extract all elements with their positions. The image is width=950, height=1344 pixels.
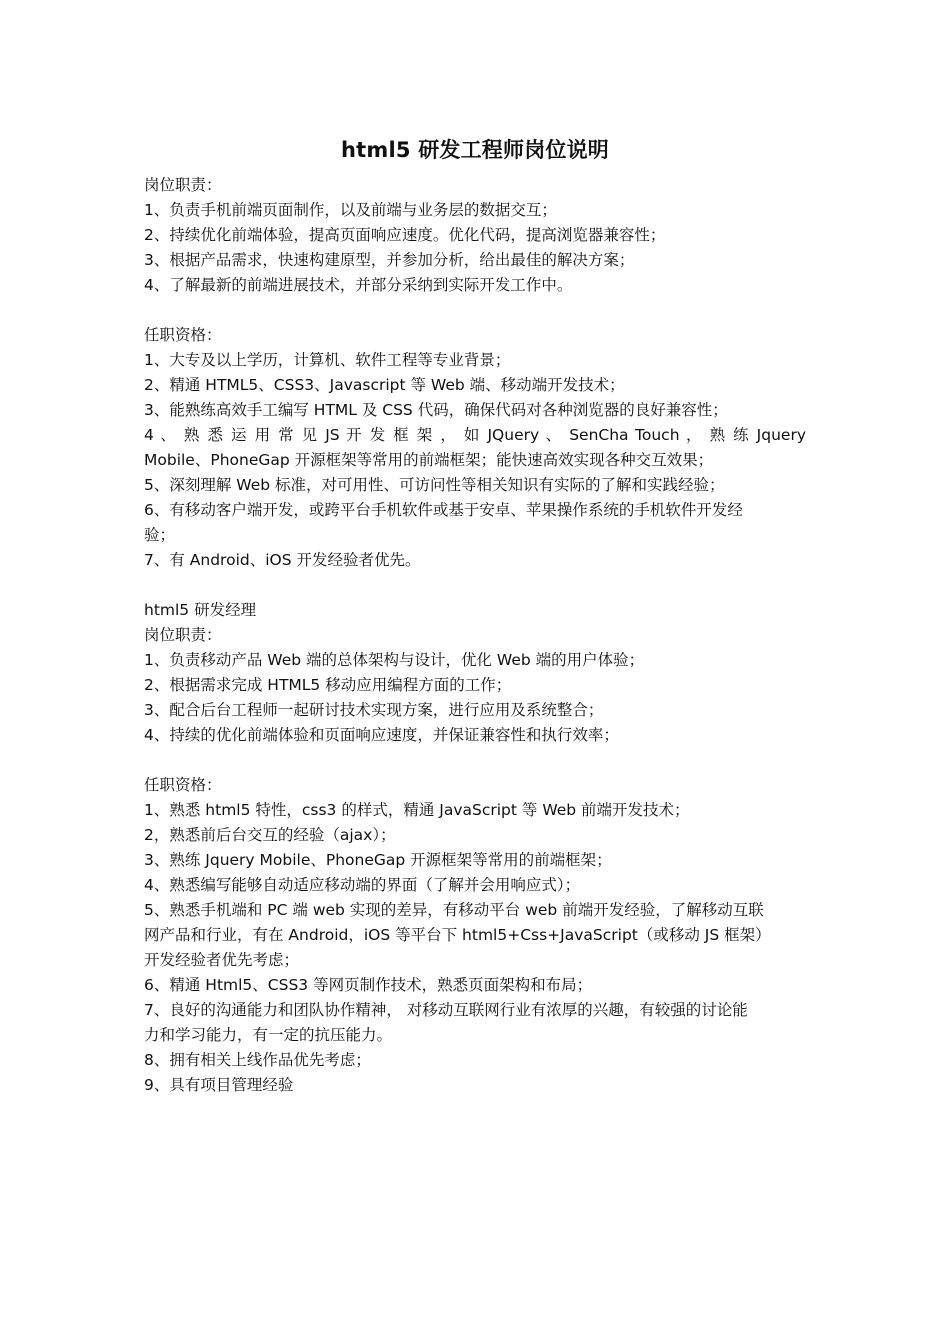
section-manager-qualifications — [144, 773, 806, 1098]
list-item: 1、大专及以上学历，计算机、软件工程等专业背景； — [144, 351, 511, 369]
section-heading: 任职资格： — [144, 776, 222, 794]
document-page — [144, 133, 806, 1098]
list-item: 6、有移动客户端开发，或跨平台手机软件或基于安卓、苹果操作系统的手机软件开发经 — [144, 501, 743, 519]
list-item: 3、根据产品需求，快速构建原型，并参加分析，给出最佳的解决方案； — [144, 251, 635, 269]
list-item: 4 、 熟 悉 运 用 常 见 JS 开 发 框 架 ， 如 JQuery 、 SenCha Touch ， 熟 练 Jquery — [144, 426, 806, 444]
list-item: 2、根据需求完成 HTML5 移动应用编程方面的工作； — [144, 676, 512, 694]
list-item: 8、拥有相关上线作品优先考虑； — [144, 1051, 371, 1069]
list-item: 6、精通 Html5、CSS3 等网页制作技术，熟悉页面架构和布局； — [144, 976, 593, 994]
section-manager-duties — [144, 598, 806, 748]
list-item-continuation: 力和学习能力，有一定的抗压能力。 — [144, 1026, 393, 1044]
spacer — [144, 748, 806, 773]
list-item: 7、有 Android、iOS 开发经验者优先。 — [144, 551, 421, 569]
list-item: 2、持续优化前端体验，提高页面响应速度。优化代码，提高浏览器兼容性； — [144, 226, 666, 244]
role-title: html5 研发经理 — [144, 601, 257, 619]
spacer — [144, 298, 806, 323]
list-item: 9、具有项目管理经验 — [144, 1076, 294, 1094]
list-item: 2、精通 HTML5、CSS3、Javascript 等 Web 端、移动端开发技术； — [144, 376, 625, 394]
list-item: 4、了解最新的前端进展技术，并部分采纳到实际开发工作中。 — [144, 276, 573, 294]
list-item: 5、深刻理解 Web 标准，对可用性、可访问性等相关知识有实际的了解和实践经验； — [144, 476, 725, 494]
section-heading: 岗位职责： — [144, 626, 222, 644]
list-item-continuation: 网产品和行业，有在 Android，iOS 等平台下 html5+Css+JavaScript（或移动 JS 框架） — [144, 926, 771, 944]
section-heading: 任职资格： — [144, 326, 222, 344]
section-engineer-qualifications — [144, 323, 806, 573]
list-item-continuation: 开发经验者优先考虑； — [144, 951, 300, 969]
list-item: 2，熟悉前后台交互的经验（ajax）； — [144, 826, 396, 844]
spacer — [144, 573, 806, 598]
list-item: 4、熟悉编写能够自动适应移动端的界面（了解并会用响应式）； — [144, 876, 581, 894]
list-item: 1、负责手机前端页面制作，以及前端与业务层的数据交互； — [144, 201, 557, 219]
list-item: 1、负责移动产品 Web 端的总体架构与设计，优化 Web 端的用户体验； — [144, 651, 645, 669]
list-item: 4、持续的优化前端体验和页面响应速度，并保证兼容性和执行效率； — [144, 726, 619, 744]
document-title: html5 研发工程师岗位说明 — [341, 138, 609, 162]
list-item: 7、良好的沟通能力和团队协作精神， 对移动互联网行业有浓厚的兴趣，有较强的讨论能 — [144, 1001, 748, 1019]
list-item: 1、熟悉 html5 特性，css3 的样式，精通 JavaScript 等 Web 前端开发技术； — [144, 801, 690, 819]
list-item-continuation: 验； — [144, 526, 176, 544]
list-item: 3、能熟练高效手工编写 HTML 及 CSS 代码，确保代码对各种浏览器的良好兼容性； — [144, 401, 728, 419]
list-item: 3、配合后台工程师一起研讨技术实现方案，进行应用及系统整合； — [144, 701, 604, 719]
list-item: 3、熟练 Jquery Mobile、PhoneGap 开源框架等常用的前端框架； — [144, 851, 612, 869]
list-item-continuation: Mobile、PhoneGap 开源框架等常用的前端框架；能快速高效实现各种交互效果； — [144, 451, 714, 469]
section-engineer-duties — [144, 173, 806, 298]
section-heading: 岗位职责： — [144, 176, 222, 194]
list-item: 5、熟悉手机端和 PC 端 web 实现的差异，有移动平台 web 前端开发经验，了解移动互联 — [144, 901, 764, 919]
